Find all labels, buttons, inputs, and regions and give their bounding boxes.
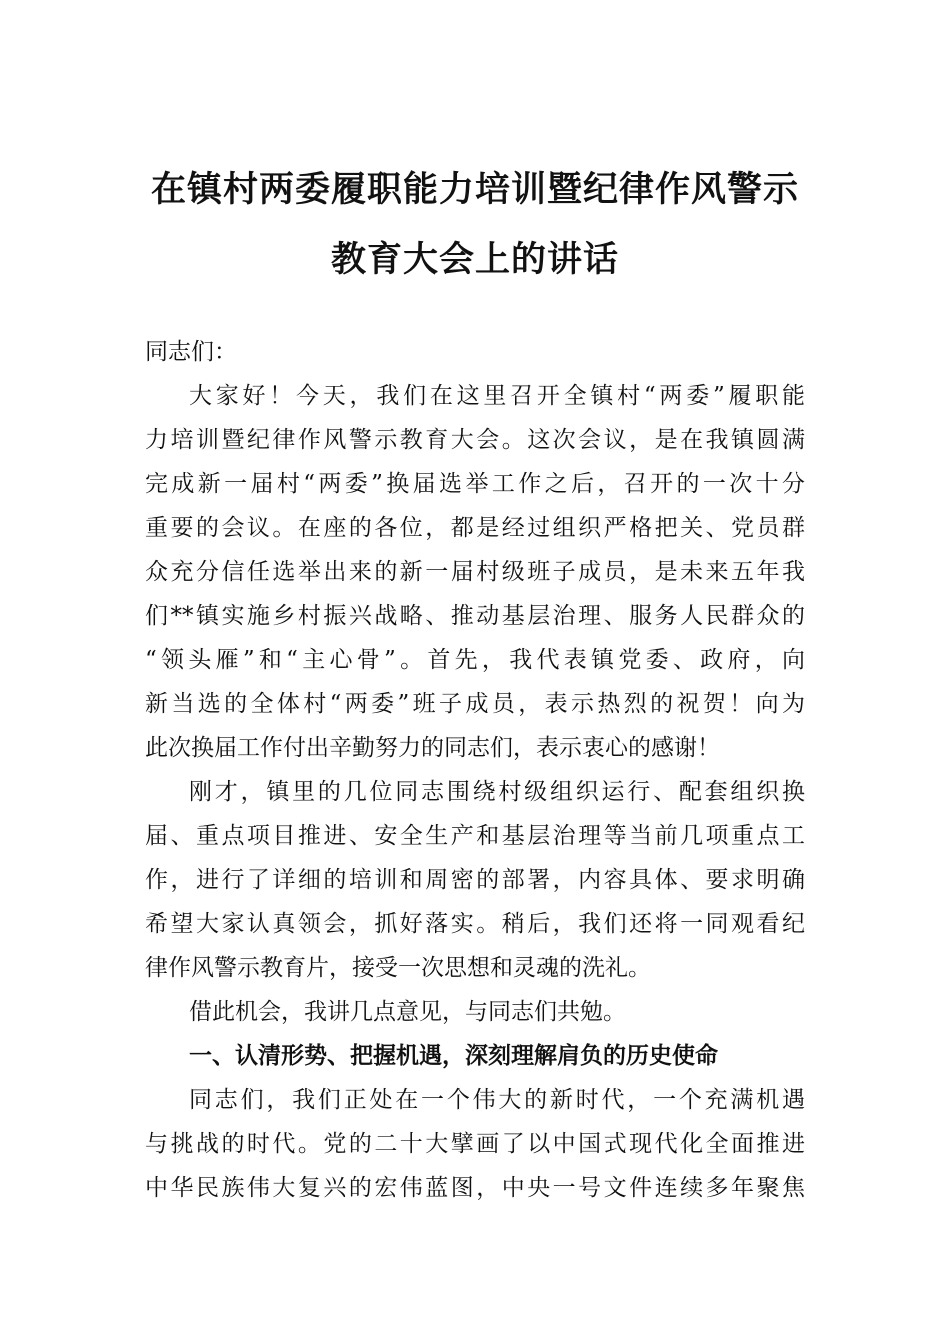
paragraph-line: 力培训暨纪律作风警示教育大会。这次会议，是在我镇圆满 (145, 427, 805, 453)
paragraph-line: 作，进行了详细的培训和周密的部署，内容具体、要求明确 (145, 867, 805, 893)
paragraph-line: 此次换届工作付出辛勤努力的同志们，表示衷心的感谢！ (145, 735, 720, 761)
section-heading: 一、认清形势、把握机遇，深刻理解肩负的历史使命 (189, 1043, 718, 1069)
paragraph-line: 刚才，镇里的几位同志围绕村级组织运行、配套组织换 (189, 779, 805, 805)
paragraph-line: 律作风警示教育片，接受一次思想和灵魂的洗礼。 (145, 955, 651, 981)
paragraph-line: 中华民族伟大复兴的宏伟蓝图，中央一号文件连续多年聚焦 (145, 1175, 805, 1201)
paragraph-line: 完成新一届村“两委”换届选举工作之后，召开的一次十分 (145, 471, 805, 497)
paragraph-line: 重要的会议。在座的各位，都是经过组织严格把关、党员群 (145, 515, 805, 541)
document-title-line-1: 在镇村两委履职能力培训暨纪律作风警示 (150, 169, 799, 210)
paragraph-line: 们**镇实施乡村振兴战略、推动基层治理、服务人民群众的 (145, 603, 805, 629)
paragraph-line: 众充分信任选举出来的新一届村级班子成员，是未来五年我 (145, 559, 805, 585)
paragraph-line: 同志们，我们正处在一个伟大的新时代，一个充满机遇 (189, 1087, 805, 1113)
paragraph-line: 与挑战的时代。党的二十大擘画了以中国式现代化全面推进 (145, 1131, 805, 1157)
salutation: 同志们： (145, 339, 237, 365)
paragraph-line: 借此机会，我讲几点意见，与同志们共勉。 (189, 999, 626, 1025)
paragraph-line: 希望大家认真领会，抓好落实。稍后，我们还将一同观看纪 (145, 911, 805, 937)
document-title-line-2: 教育大会上的讲话 (330, 239, 619, 280)
paragraph-line: “领头雁”和“主心骨”。首先，我代表镇党委、政府，向 (145, 647, 805, 673)
paragraph-line: 大家好！今天，我们在这里召开全镇村“两委”履职能 (189, 383, 805, 409)
paragraph-line: 届、重点项目推进、安全生产和基层治理等当前几项重点工 (145, 823, 805, 849)
paragraph-line: 新当选的全体村“两委”班子成员，表示热烈的祝贺！向为 (145, 691, 805, 717)
